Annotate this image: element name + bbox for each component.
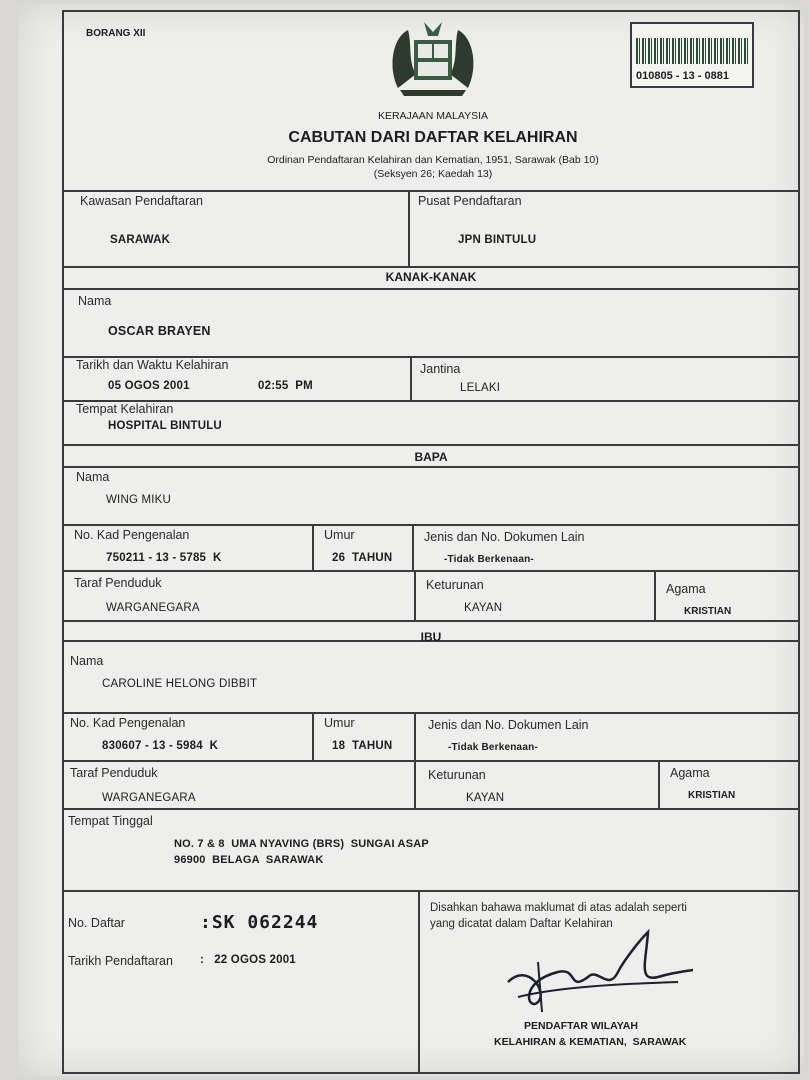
- child-section-title: KANAK-KANAK: [385, 270, 477, 284]
- registrar-line-1: PENDAFTAR WILAYAH: [524, 1020, 638, 1032]
- gender-label: Jantina: [420, 362, 461, 376]
- father-ethnicity-label: Keturunan: [426, 578, 484, 592]
- government-label: KERAJAAN MALAYSIA: [377, 110, 489, 122]
- father-name-label: Nama: [76, 470, 110, 484]
- mother-ethnicity-label: Keturunan: [428, 768, 486, 782]
- registrar-line-2: KELAHIRAN & KEMATIAN, SARAWAK: [494, 1036, 687, 1048]
- mother-age: 18 TAHUN: [332, 740, 393, 752]
- father-religion: KRISTIAN: [684, 606, 732, 617]
- father-ic: 750211 - 13 - 5785 K: [106, 552, 222, 564]
- section-text: (Seksyen 26; Kaedah 13): [373, 168, 493, 180]
- reg-no-label: No. Daftar: [68, 916, 125, 930]
- barcode-icon: [636, 38, 748, 64]
- mother-ethnicity: KAYAN: [466, 792, 505, 804]
- reg-date-value: : 22 OGOS 2001: [200, 954, 296, 966]
- area-label: Kawasan Pendaftaran: [80, 194, 204, 208]
- father-section-title: BAPA: [414, 450, 448, 464]
- father-residency: WARGANEGARA: [106, 602, 200, 614]
- father-ic-label: No. Kad Pengenalan: [74, 528, 190, 542]
- reg-no-value: :SK 062244: [200, 912, 319, 933]
- father-ethnicity: KAYAN: [464, 602, 503, 614]
- certify-line-1: Disahkan bahawa maklumat di atas adalah seperti: [430, 902, 687, 914]
- mother-ic-label: No. Kad Pengenalan: [70, 716, 186, 730]
- father-doc-label: Jenis dan No. Dokumen Lain: [424, 530, 585, 544]
- father-age-label: Umur: [324, 528, 355, 542]
- center-value: JPN BINTULU: [458, 234, 537, 246]
- mother-religion: KRISTIAN: [688, 790, 736, 801]
- serial-number: 010805 - 13 - 0881: [636, 70, 729, 82]
- address-line-1: NO. 7 & 8 UMA NYAVING (BRS) SUNGAI ASAP: [174, 838, 429, 850]
- dob-time: 02:55 PM: [258, 380, 313, 392]
- address-label: Tempat Tinggal: [68, 814, 153, 828]
- gender-value: LELAKI: [460, 382, 501, 394]
- certificate-page: [18, 4, 804, 1076]
- father-name: WING MIKU: [106, 494, 172, 506]
- pob-value: HOSPITAL BINTULU: [108, 420, 222, 432]
- mother-residency-label: Taraf Penduduk: [70, 766, 158, 780]
- form-code: BORANG XII: [86, 28, 146, 39]
- dob-label: Tarikh dan Waktu Kelahiran: [76, 358, 229, 372]
- center-label: Pusat Pendaftaran: [418, 194, 522, 208]
- child-name-label: Nama: [78, 294, 112, 308]
- area-value: SARAWAK: [110, 234, 171, 246]
- father-residency-label: Taraf Penduduk: [74, 576, 162, 590]
- reg-date-label: Tarikh Pendaftaran: [68, 954, 173, 968]
- father-age: 26 TAHUN: [332, 552, 393, 564]
- mother-ic: 830607 - 13 - 5984 K: [102, 740, 219, 752]
- father-religion-label: Agama: [666, 582, 706, 596]
- registrar-signature-icon: [498, 922, 708, 1022]
- pob-label: Tempat Kelahiran: [76, 402, 174, 416]
- mother-residency: WARGANEGARA: [102, 792, 196, 804]
- serial-barcode-box: [630, 22, 754, 88]
- father-doc: -Tidak Berkenaan-: [444, 554, 534, 565]
- mother-age-label: Umur: [324, 716, 355, 730]
- ordinance-text: Ordinan Pendaftaran Kelahiran dan Kematian, 1951, Sarawak (Bab 10): [267, 154, 599, 166]
- address-line-2: 96900 BELAGA SARAWAK: [174, 854, 324, 866]
- child-name: OSCAR BRAYEN: [108, 324, 211, 338]
- mother-religion-label: Agama: [670, 766, 710, 780]
- mother-name-label: Nama: [70, 654, 104, 668]
- document-title: CABUTAN DARI DAFTAR KELAHIRAN: [288, 129, 578, 146]
- mother-doc: -Tidak Berkenaan-: [448, 742, 538, 753]
- dob-date: 05 OGOS 2001: [108, 380, 190, 392]
- mother-doc-label: Jenis dan No. Dokumen Lain: [428, 718, 589, 732]
- mother-section-title: IBU: [420, 630, 442, 644]
- coat-of-arms-icon: [378, 18, 488, 98]
- mother-name: CAROLINE HELONG DIBBIT: [102, 678, 258, 690]
- certify-line-2: yang dicatat dalam Daftar Kelahiran: [430, 918, 613, 930]
